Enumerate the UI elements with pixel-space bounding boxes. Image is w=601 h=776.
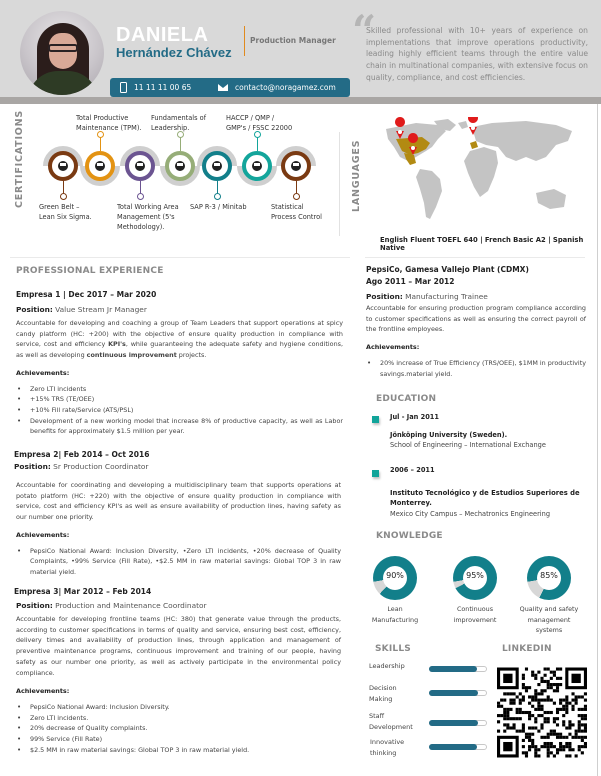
skill-label: Innovative thinking <box>370 738 405 757</box>
achievement-item: • +10% Fill rate/Service (ATS/PSL) <box>16 405 343 416</box>
achievements-label: Achievements: <box>16 687 70 696</box>
skill-progress-fill <box>429 744 477 750</box>
certification-label: Total Productive Maintenance (TPM). <box>76 114 142 132</box>
last-name: Hernández Chávez <box>116 45 232 60</box>
certification-label: HACCP / QMP / GMP's / FSSC 22000 <box>226 114 293 132</box>
graduation-cap-icon <box>252 161 262 171</box>
achievement-item: • 99% Service (Fill Rate) <box>16 734 341 745</box>
job-position: Position: Manufacturing Trainee <box>366 292 488 301</box>
section-divider <box>339 132 340 236</box>
certification-badge <box>202 151 232 181</box>
experience-title: PROFESSIONAL EXPERIENCE <box>16 266 164 276</box>
education-school: Instituto Tecnológico y de Estudios Superiores de Monterrey. <box>390 488 580 507</box>
knowledge-percent: 85% <box>540 571 558 580</box>
timeline-dot <box>137 193 144 200</box>
certification-label: Green Belt – Lean Six Sigma. <box>39 203 92 221</box>
education-detail: Mexico City Campus – Mechatronics Engineering <box>390 509 551 518</box>
contact-bar <box>110 78 350 97</box>
timeline-stem <box>180 137 181 151</box>
job-position: Position: Production and Maintenance Coordinator <box>16 601 207 610</box>
quote-icon: “ <box>352 6 377 55</box>
achievements-list <box>16 384 343 438</box>
timeline-dot <box>214 193 221 200</box>
skill-label: Staff Development <box>369 712 413 731</box>
first-name: DANIELA <box>116 24 209 46</box>
phone-number[interactable]: 11 11 11 00 65 <box>134 83 192 92</box>
profile-photo <box>20 11 104 95</box>
achievements-label: Achievements: <box>16 368 70 377</box>
graduation-cap-icon <box>175 161 185 171</box>
job-title: Production Manager <box>250 36 336 45</box>
achievement-item: • PepsiCo National Award: Inclusion Diversity. <box>16 702 341 713</box>
certification-badge <box>125 151 155 181</box>
job-company: Empresa 1 | Dec 2017 – Mar 2020 <box>16 290 157 299</box>
knowledge-label: Quality and safety management systems <box>519 605 579 634</box>
timeline-dot <box>293 193 300 200</box>
certification-badge <box>48 151 78 181</box>
skill-progress-fill <box>429 666 477 672</box>
timeline-stem <box>217 181 218 193</box>
achievement-item: • 20% increase of True Efficiency (TRS/OEE), $1MM in productivity savings.material yield. <box>366 358 586 379</box>
achievements-label: Achievements: <box>16 530 70 539</box>
education-title: EDUCATION <box>376 394 437 404</box>
timeline-stem <box>140 181 141 193</box>
job-description: Accountable for ensuring production program compliance according to customer specifications as well as ensuring the correct payroll of the frontline employees. <box>366 304 586 334</box>
skill-progress-fill <box>429 690 478 696</box>
job-description: Accountable for developing and coaching a group of Team Leaders that support operations at spicy candy platform (HC: +200) with the objective of ensure quality production in compliance with service, cost and efficiency KPI's, while guaranteeing the adequate safety and hygiene conditions, as well as developing continuous improvement projects. <box>16 319 343 360</box>
graduation-cap-icon <box>212 161 222 171</box>
timeline-stem <box>100 137 101 151</box>
job-company: PepsiCo, Gamesa Vallejo Plant (CDMX) <box>366 265 529 274</box>
job-position: Position: Value Stream Jr Manager <box>16 305 147 314</box>
job-1 <box>16 289 343 437</box>
achievement-item: • Development of a new working model that increase 8% of productive capacity, as well as Labor benefits for approximately $1.5 million per year. <box>16 416 343 437</box>
knowledge-percent: 90% <box>386 571 404 580</box>
divider <box>365 257 585 258</box>
knowledge-donut-chart <box>373 556 417 600</box>
achievement-item: • +15% TRS (TE/OEE) <box>16 394 343 405</box>
linkedin-qr-code[interactable] <box>497 667 587 758</box>
certification-label: SAP R-3 / Minitab <box>190 203 247 211</box>
header <box>0 0 601 97</box>
certifications-title: CERTIFICATIONS <box>14 109 25 208</box>
certification-label: Total Working Area Management (5's Methodology). <box>117 203 179 231</box>
timeline-marker <box>372 416 379 423</box>
achievement-item: • Zero LTI incidents <box>16 384 343 395</box>
job-company: Empresa 3| Mar 2012 – Feb 2014 <box>14 587 152 596</box>
achievements-list <box>14 702 341 756</box>
job-description: Accountable for developing frontline teams (HC: 380) that generate value through the products, according to customer specifications in terms of quality and service, ensuring best cost, efficiency, delivery times and availability of production lines, through application and management of preventive maintenance programs, continuous improvement and training of our people, having safety as our number one priority, as well as actively participate in the environmental policy compliance. <box>16 615 341 677</box>
graduation-cap-icon <box>95 161 105 171</box>
certification-label: Fundamentals of Leadership. <box>151 114 207 132</box>
skill-progress-bar <box>429 666 487 672</box>
job-4 <box>366 264 586 379</box>
education-dates: Jul - Jan 2011 <box>390 413 439 421</box>
achievements-list <box>14 546 341 578</box>
mail-icon <box>218 84 228 91</box>
education-school: Jönköping University (Sweden). <box>390 430 508 439</box>
job-dates: Ago 2011 – Mar 2012 <box>366 277 455 286</box>
skill-label: Leadership <box>369 662 405 670</box>
graduation-cap-icon <box>135 161 145 171</box>
linkedin-title: LINKEDIN <box>502 644 552 654</box>
timeline-stem <box>296 181 297 193</box>
job-2 <box>14 449 341 578</box>
certification-label: Statistical Process Control <box>271 203 322 221</box>
world-map <box>376 117 586 229</box>
education-item-1 <box>390 412 546 451</box>
divider <box>10 257 350 258</box>
timeline-dot <box>60 193 67 200</box>
education-item-2 <box>390 465 590 519</box>
timeline-marker <box>372 470 379 477</box>
knowledge-donut-chart <box>527 556 571 600</box>
knowledge-label: Continuous improvement <box>453 605 497 624</box>
achievements-list <box>366 358 586 379</box>
skill-progress-bar <box>429 720 487 726</box>
phone-icon <box>120 82 127 93</box>
profile-summary: Skilled professional with 10+ years of experience on implementations that improve operations productivity, leading highly efficient teams through the entire value chain in multinational companies, with extensive focus on quality, compliance, and cost efficiencies. <box>366 26 588 82</box>
skill-progress-fill <box>429 720 478 726</box>
knowledge-title: KNOWLEDGE <box>376 531 443 541</box>
achievement-item: • $2.5 MM in raw material savings: Global TOP 3 in raw material yield. <box>16 745 341 756</box>
achievement-item: • Zero LTI incidents. <box>16 713 341 724</box>
email-link[interactable]: contacto@noragamez.com <box>235 83 336 92</box>
skill-progress-bar <box>429 744 487 750</box>
skills-title: SKILLS <box>375 644 411 654</box>
timeline-stem <box>257 137 258 151</box>
skill-label: Decision Making <box>369 684 397 703</box>
job-description: Accountable for coordinating and developing a multidisciplinary team that supports operations at potato platform (HC: +220) with the objective of ensure quality production in compliance with service, cost and efficiency KPI's as well as ensure availability of production lines, having safety as our number one priority. <box>16 481 341 522</box>
certification-badge <box>281 151 311 181</box>
skill-progress-bar <box>429 690 487 696</box>
certification-badge <box>242 151 272 181</box>
education-dates: 2006 – 2011 <box>390 466 435 474</box>
knowledge-percent: 95% <box>466 571 484 580</box>
certification-badge <box>85 151 115 181</box>
achievements-label: Achievements: <box>366 343 420 352</box>
job-position: Position: Sr Production Coordinator <box>14 462 149 471</box>
header-strip <box>0 97 601 104</box>
knowledge-donut-chart <box>453 556 497 600</box>
title-divider <box>244 26 245 56</box>
graduation-cap-icon <box>291 161 301 171</box>
achievement-item: • PepsiCo National Award: Inclusion Diversity, •Zero LTI incidents, •20% decrease of Quality Complaints, •99% Service (Fill Rate), •$2.5 MM in raw material savings: Global TOP 3 in raw material yield. <box>16 546 341 578</box>
job-3 <box>14 586 341 755</box>
job-company: Empresa 2| Feb 2014 – Oct 2016 <box>14 450 150 459</box>
timeline-stem <box>63 181 64 193</box>
languages-summary: English Fluent TOEFL 640 | French Basic A2 | Spanish Native <box>380 236 584 252</box>
achievement-item: • 20% decrease of Quality complaints. <box>16 723 341 734</box>
knowledge-label: Lean Manufacturing <box>371 605 419 624</box>
education-detail: School of Engineering – International Exchange <box>390 441 546 449</box>
languages-title: LANGUAGES <box>351 139 362 212</box>
graduation-cap-icon <box>58 161 68 171</box>
certification-badge <box>165 151 195 181</box>
